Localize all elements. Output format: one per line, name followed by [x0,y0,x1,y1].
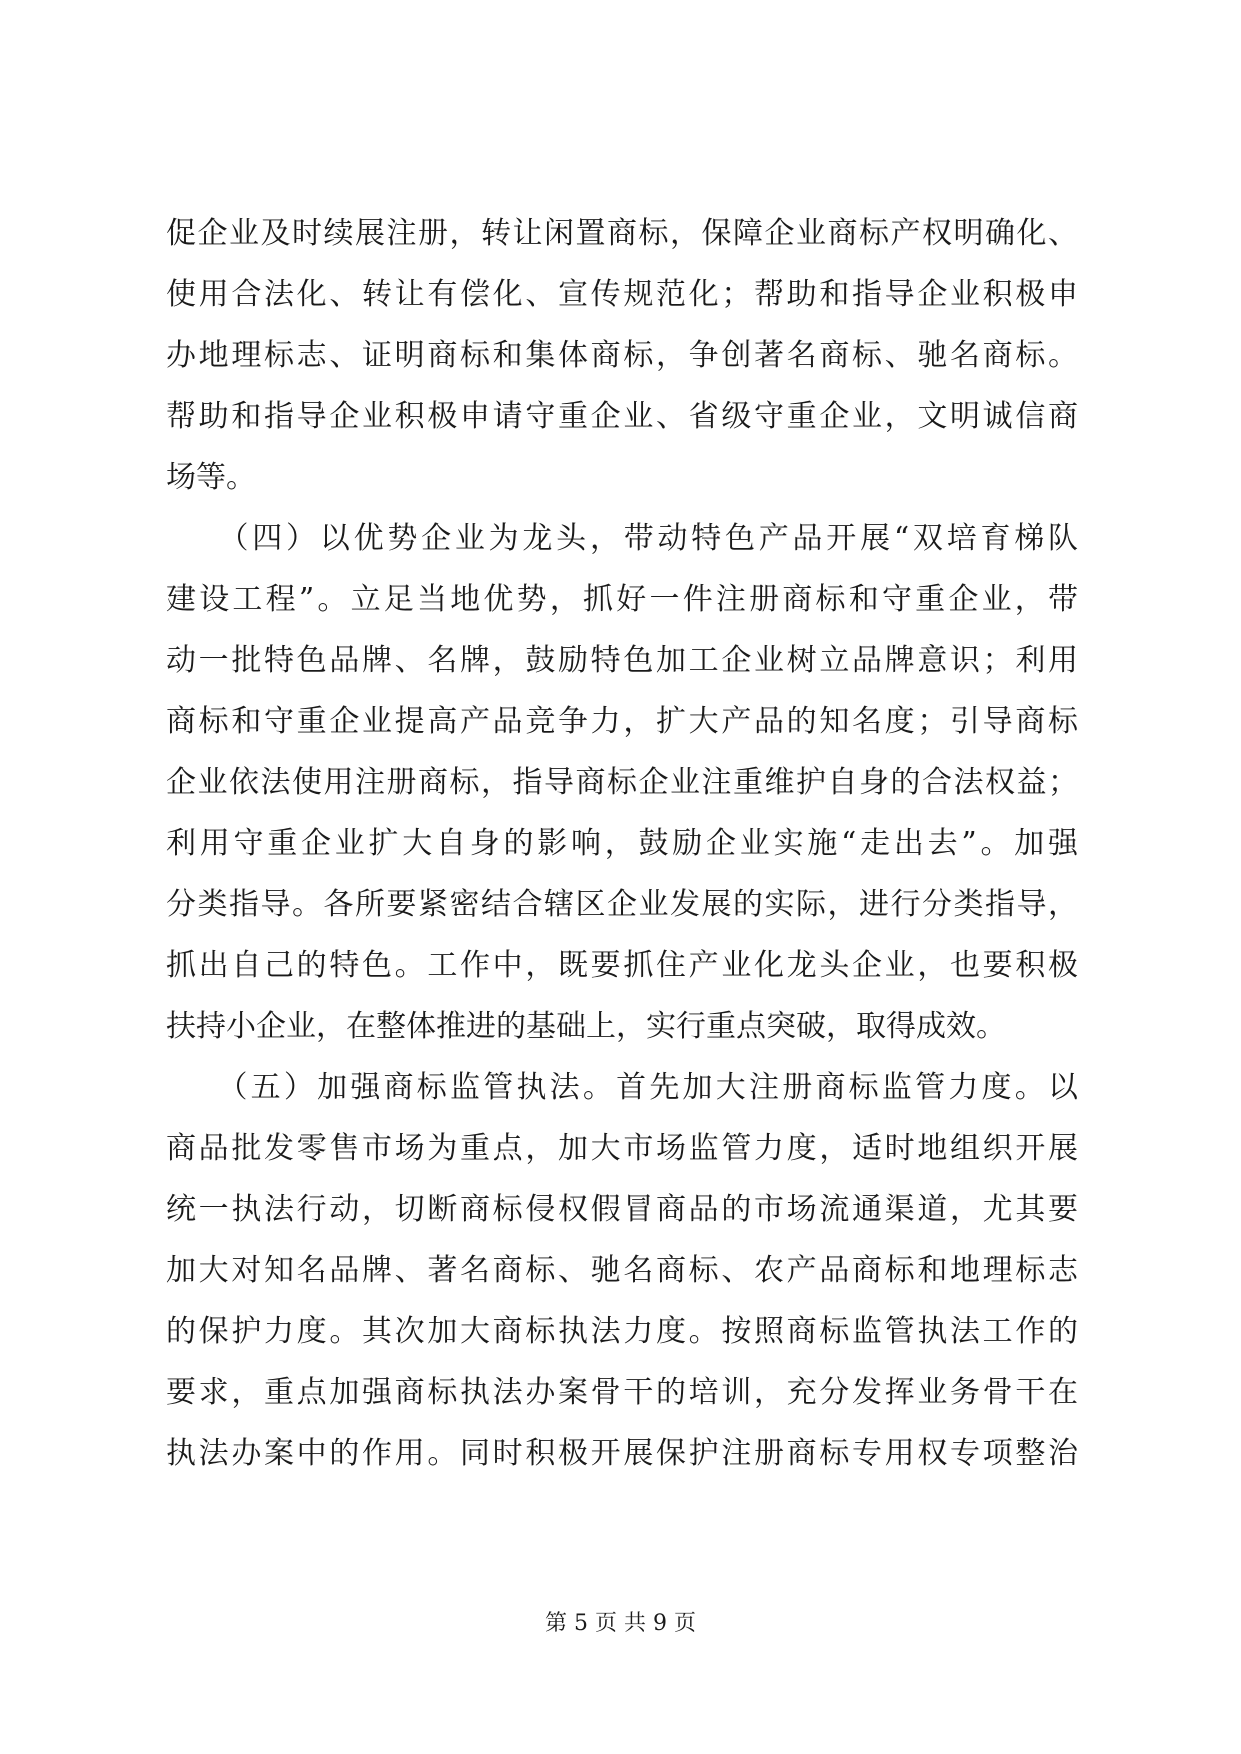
text-line: 商品批发零售市场为重点，加大市场监管力度，适时地组织开展 [166,1131,1078,1166]
text-line: 使用合法化、转让有偿化、宣传规范化；帮助和指导企业积极申 [166,277,1078,312]
text-line: 加大对知名品牌、著名商标、驰名商标、农产品商标和地理标志 [166,1253,1078,1288]
text-line: 办地理标志、证明商标和集体商标，争创著名商标、驰名商标。 [166,338,1078,373]
text-line: 利用守重企业扩大自身的影响，鼓励企业实施“走出去”。加强 [166,826,1078,861]
text-line: 分类指导。各所要紧密结合辖区企业发展的实际，进行分类指导， [166,887,1078,922]
text-line: 统一执法行动，切断商标侵权假冒商品的市场流通渠道，尤其要 [166,1192,1078,1227]
text-line: 执法办案中的作用。同时积极开展保护注册商标专用权专项整治 [166,1436,1078,1471]
text-line: 动一批特色品牌、名牌，鼓励特色加工企业树立品牌意识；利用 [166,643,1078,678]
text-line: （四）以优势企业为龙头，带动特色产品开展“双培育梯队 [166,521,1078,556]
text-line: 促企业及时续展注册，转让闲置商标，保障企业商标产权明确化、 [166,216,1078,251]
text-line: 建设工程”。立足当地优势，抓好一件注册商标和守重企业，带 [166,582,1078,617]
body-text [166,203,1078,1484]
text-line: 帮助和指导企业积极申请守重企业、省级守重企业，文明诚信商 [166,399,1078,434]
text-line: 商标和守重企业提高产品竞争力，扩大产品的知名度；引导商标 [166,704,1078,739]
text-line: 抓出自己的特色。工作中，既要抓住产业化龙头企业，也要积极 [166,948,1078,983]
page-number-footer: 第 5 页 共 9 页 [545,1611,696,1636]
text-line: 扶持小企业，在整体推进的基础上，实行重点突破，取得成效。 [166,1009,1006,1044]
text-line: 要求，重点加强商标执法办案骨干的培训，充分发挥业务骨干在 [166,1375,1078,1410]
text-line: 企业依法使用注册商标，指导商标企业注重维护自身的合法权益； [166,765,1078,800]
text-line: （五）加强商标监管执法。首先加大注册商标监管力度。以 [166,1070,1078,1105]
text-line: 的保护力度。其次加大商标执法力度。按照商标监管执法工作的 [166,1314,1078,1349]
text-line: 场等。 [166,460,256,495]
